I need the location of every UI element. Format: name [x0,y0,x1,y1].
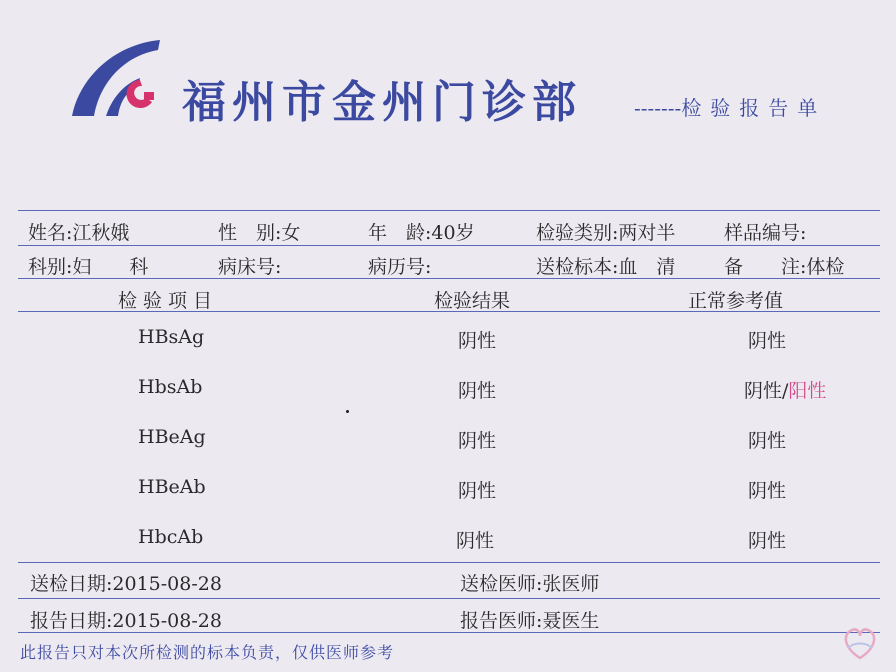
row-result: 阴性 [458,380,497,402]
patient-sex-value: 女 [281,222,301,244]
patient-age-label: 年 龄: [368,222,432,244]
divider-top [18,210,880,211]
row-reference-extra: 阳性 [788,380,827,402]
row-reference-main: 阴性/ [744,380,789,402]
department [28,252,148,279]
row-item: HbcAb [138,526,204,548]
remark-value: 体检 [806,256,845,278]
record-number-label: 病历号: [368,256,432,278]
test-type-label: 检验类别: [536,222,619,244]
sample-number-label: 样品编号: [724,222,807,244]
watermark-logo [836,618,884,666]
specimen-value: 血 清 [618,256,676,278]
send-date-label: 送检日期: [30,573,113,595]
patient-age-value: 40岁 [431,222,475,244]
row-item: HbsAb [138,376,203,398]
divider-row1 [18,245,880,246]
report-title [634,92,826,121]
row-item: HBeAg [138,426,206,448]
send-doctor-label: 送检医师: [460,573,543,595]
row-result: 阴性 [458,330,497,352]
remark-label: 备 注: [724,256,807,278]
row-reference: 阴性 [748,330,787,352]
clinic-name: 福州市金州门诊部 [182,77,582,128]
department-label: 科别: [28,256,73,278]
row-result: 阴性 [456,530,495,552]
row-reference: 阴性 [748,480,787,502]
patient-name-label: 姓名: [28,222,73,244]
row-result: 阴性 [458,480,497,502]
header-result: 检验结果 [434,290,511,312]
row-reference [744,376,826,403]
header-item: 检验项目 [118,290,219,312]
bed-number [218,252,281,279]
row-item: HBeAb [138,476,206,498]
patient-sex-label: 性 别: [218,222,282,244]
row-reference: 阴性 [748,530,787,552]
send-date [30,569,222,596]
report-date [30,606,222,633]
clinic-logo [66,36,166,120]
patient-sex [218,218,300,245]
row-reference: 阴性 [748,430,787,452]
send-doctor-value: 张医师 [542,573,600,595]
record-number [368,252,431,279]
report-date-value: 2015-08-28 [112,610,222,632]
bed-number-label: 病床号: [218,256,282,278]
divider-dates [18,598,880,599]
report-title-dash: ------- [634,96,682,120]
divider-results-bottom [18,562,880,563]
ink-speck [346,410,349,413]
patient-name [28,218,129,245]
report-doctor-label: 报告医师: [460,610,543,632]
test-type-value: 两对半 [618,222,676,244]
send-doctor [460,569,599,596]
row-result: 阴性 [458,430,497,452]
test-type [536,218,675,245]
patient-age [368,218,475,245]
report-doctor-value: 聂医生 [542,610,600,632]
specimen [536,252,675,279]
department-value: 妇 科 [72,256,149,278]
sample-number [724,218,806,245]
disclaimer: 此报告只对本次所检测的标本负责，仅供医师参考 [20,643,395,662]
patient-name-value: 江秋娥 [72,222,130,244]
row-item: HBsAg [138,326,205,348]
report-doctor [460,606,599,633]
report-date-label: 报告日期: [30,610,113,632]
specimen-label: 送检标本: [536,256,619,278]
report-title-text: 检验报告单 [681,96,827,120]
header-reference: 正常参考值 [688,290,784,312]
remark [724,252,844,279]
send-date-value: 2015-08-28 [112,573,222,595]
